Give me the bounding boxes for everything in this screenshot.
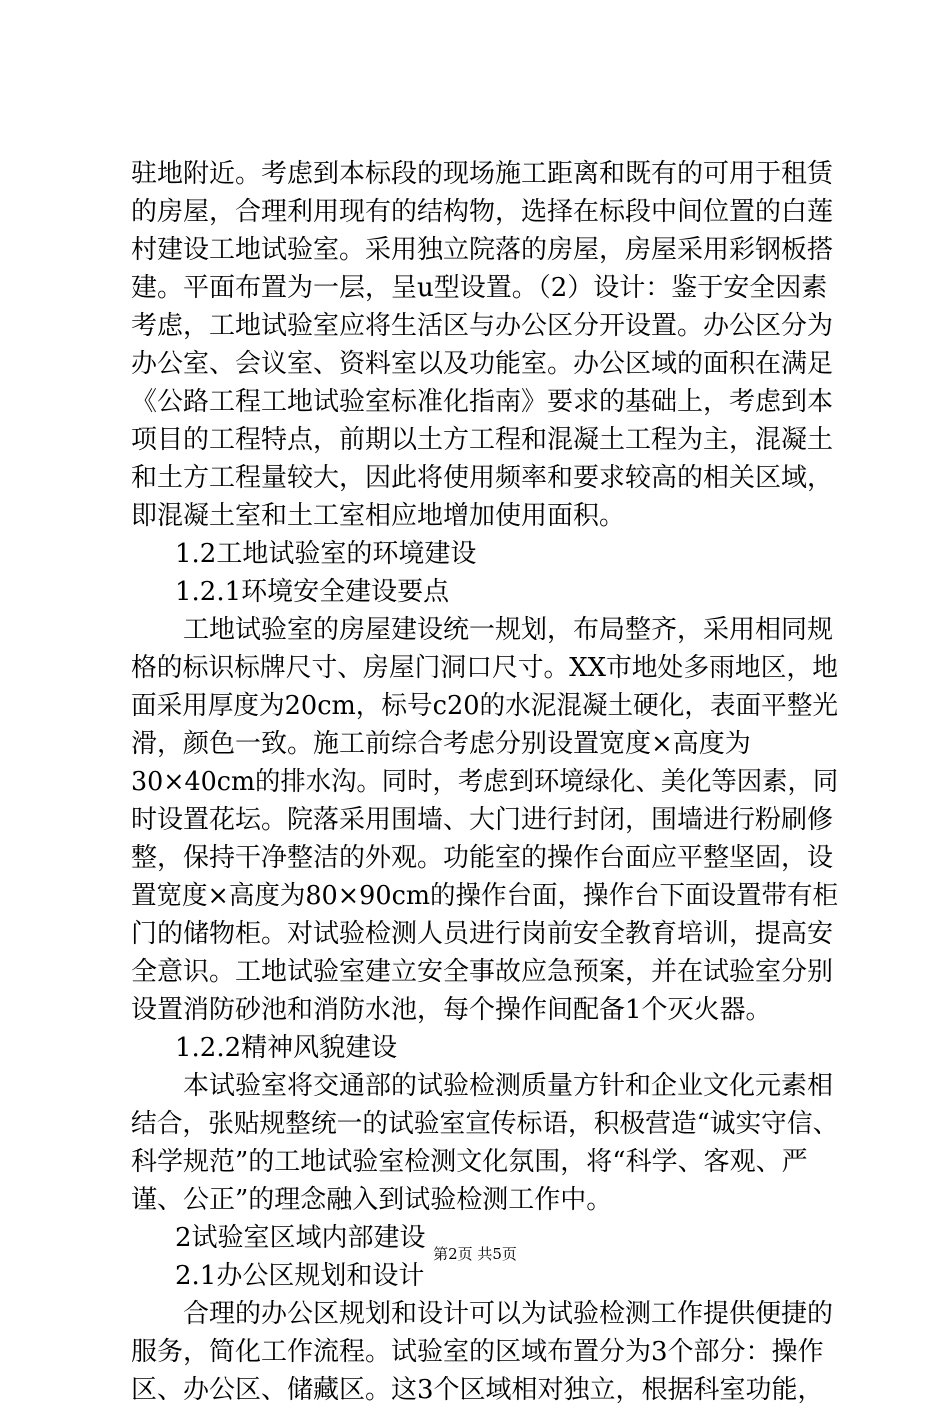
text-line: 区、办公区、储藏区。这3个区域相对独立，根据科室功能， [131,1375,824,1405]
section-heading: 1.2.1环境安全建设要点 [175,577,450,607]
section-heading: 2.1办公区规划和设计 [175,1261,425,1291]
text-line: 村建设工地试验室。采用独立院落的房屋，房屋采用彩钢板搭 [131,235,834,265]
text-line: 考虑，工地试验室应将生活区与办公区分开设置。办公区分为 [131,311,834,341]
text-line: 时设置花坛。院落采用围墙、大门进行封闭，围墙进行粉刷修 [131,805,834,835]
text-line: 结合，张贴规整统一的试验室宣传标语，积极营造“诚实守信、 [131,1109,839,1139]
text-line: 设置消防砂池和消防水池，每个操作间配备1个灭火器。 [131,995,772,1025]
text-line: 30×40cm的排水沟。同时，考虑到环境绿化、美化等因素，同 [131,767,839,797]
text-line: 科学规范”的工地试验室检测文化氛围，将“科学、客观、严 [131,1147,808,1177]
text-line: 驻地附近。考虑到本标段的现场施工距离和既有的可用于租赁 [131,159,834,189]
text-line: 面采用厚度为20cm，标号c20的水泥混凝土硬化，表面平整光 [131,691,838,721]
text-line: 服务，简化工作流程。试验室的区域布置分为3个部分：操作 [131,1337,824,1367]
text-line: 项目的工程特点，前期以土方工程和混凝土工程为主，混凝土 [131,425,834,455]
text-line: 建。平面布置为一层，呈u型设置。（2）设计：鉴于安全因素 [131,273,828,303]
text-line: 滑，颜色一致。施工前综合考虑分别设置宽度×高度为 [131,729,751,759]
text-line: 格的标识标牌尺寸、房屋门洞口尺寸。XX市地处多雨地区，地 [131,653,839,683]
text-line: 置宽度×高度为80×90cm的操作台面，操作台下面设置带有柜 [131,881,838,911]
text-line: 整，保持干净整洁的外观。功能室的操作台面应平整坚固，设 [131,843,834,873]
text-line: 合理的办公区规划和设计可以为试验检测工作提供便捷的 [183,1299,834,1329]
text-line: 门的储物柜。对试验检测人员进行岗前安全教育培训，提高安 [131,919,834,949]
section-heading: 1.2.2精神风貌建设 [175,1033,398,1063]
text-line: 全意识。工地试验室建立安全事故应急预案，并在试验室分别 [131,957,834,987]
text-line: 即混凝土室和土工室相应地增加使用面积。 [131,501,626,531]
text-line: 本试验室将交通部的试验检测质量方针和企业文化元素相 [183,1071,834,1101]
text-line: 办公室、会议室、资料室以及功能室。办公区域的面积在满足 [131,349,834,379]
text-line: 《公路工程工地试验室标准化指南》要求的基础上，考虑到本 [131,387,834,417]
section-heading: 1.2工地试验室的环境建设 [175,539,477,569]
text-line: 的房屋，合理利用现有的结构物，选择在标段中间位置的白莲 [131,197,834,227]
section-heading: 2试验室区域内部建设 [175,1223,426,1253]
text-line: 谨、公正”的理念融入到试验检测工作中。 [131,1185,613,1215]
text-line: 和土方工程量较大，因此将使用频率和要求较高的相关区域， [131,463,834,493]
page-number-footer: 第2页 共5页 [433,1245,517,1263]
text-line: 工地试验室的房屋建设统一规划，布局整齐，采用相同规 [183,615,834,645]
